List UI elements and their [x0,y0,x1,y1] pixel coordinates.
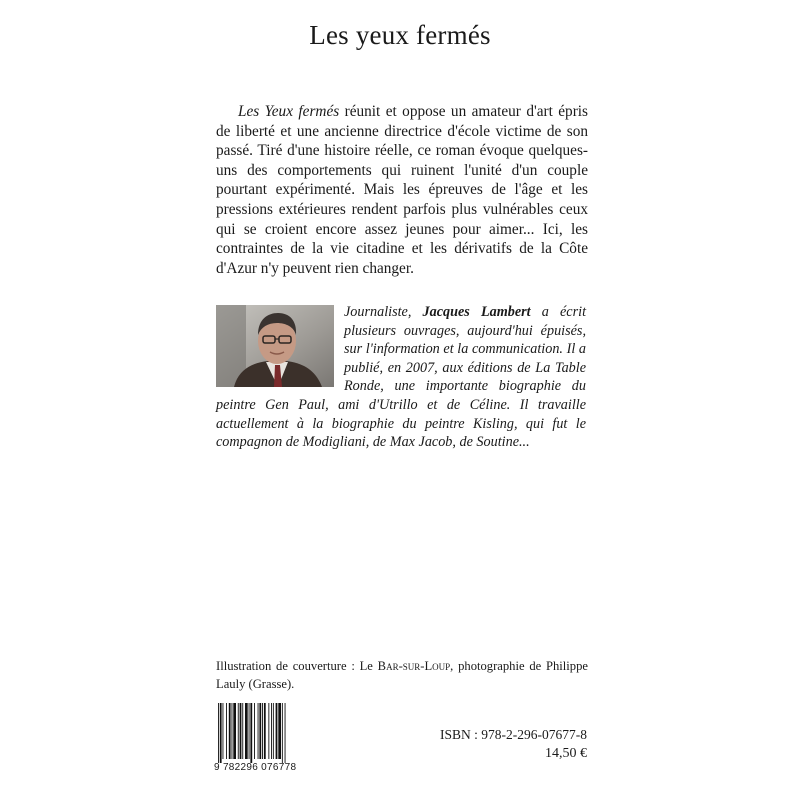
blurb-text: réunit et oppose un amateur d'art épris de liberté et une ancienne directrice d'école victime de son passé. Tiré d'une histoire réelle, ce roman évoque quelques-uns des comportements qui ruinent l'unité d'un couple pourtant expérimenté. Mais les épreuves de l'âge et les pressions extérieures rendent parfois plus vulnérables ceux qui se croient encore assez jeunes pour aimer... Ici, les contraintes de la vie citadine et les dérivatifs de la Côte d'Azur n'y peuvent rien changer. [216,103,589,277]
barcode-bar [271,703,272,759]
barcode-digits: 9 782296 076778 [214,762,297,773]
barcode-bar [276,703,278,759]
barcode-bar [273,703,274,759]
barcode-bar [220,703,222,763]
back-cover-blurb [216,102,588,278]
book-title: Les yeux fermés [309,20,491,50]
barcode-bar [223,703,224,759]
credit-suffix: , photographie de Philippe Lauly (Grasse). [216,659,588,691]
barcode-bar [240,703,242,759]
barcode-bar [285,703,286,763]
barcode-bar [245,703,248,759]
isbn: ISBN : 978-2-296-07677-8 [440,727,587,742]
bio-text: a écrit plusieurs ouvrages, aujourd'hui épuisés, sur l'information et la communication. Il a publié, en 2007, aux éditions de La Table Ronde, une importante biographie du peintre Gen Paul, ami d'Utrillo et de Céline. Il travaille actuellement à la biographie du peintre Kisling, qui fut le compagnon de Modigliani, de Max Jacob, de Soutine... [216,304,587,451]
barcode-bar [282,703,283,763]
author-bio [216,303,586,452]
barcode-bar [262,703,263,759]
barcode-bar [264,703,266,759]
barcode-bar [242,703,243,759]
bio-intro: Journaliste, [344,304,423,320]
barcode [217,703,311,763]
barcode-bar [232,703,233,759]
barcode-bar [218,703,219,763]
author-name: Jacques Lambert [422,304,531,320]
barcode-bar [229,703,231,759]
barcode-bar [259,703,261,759]
barcode-bar [249,703,250,759]
cover-illustration-credit [216,657,588,693]
blurb-book-title: Les Yeux fermés [238,103,340,120]
barcode-bar [238,703,239,759]
price: 14,50 € [545,746,587,761]
barcode-bar [258,703,259,759]
credit-place: Bar-sur-Loup [377,659,451,673]
barcode-bar [226,703,227,759]
barcode-bar [278,703,281,759]
barcode-bar [254,703,255,759]
barcode-bar [250,703,252,763]
barcode-bar [268,703,269,759]
credit-prefix: Illustration de couverture : Le [216,659,378,673]
barcode-bar [233,703,236,759]
